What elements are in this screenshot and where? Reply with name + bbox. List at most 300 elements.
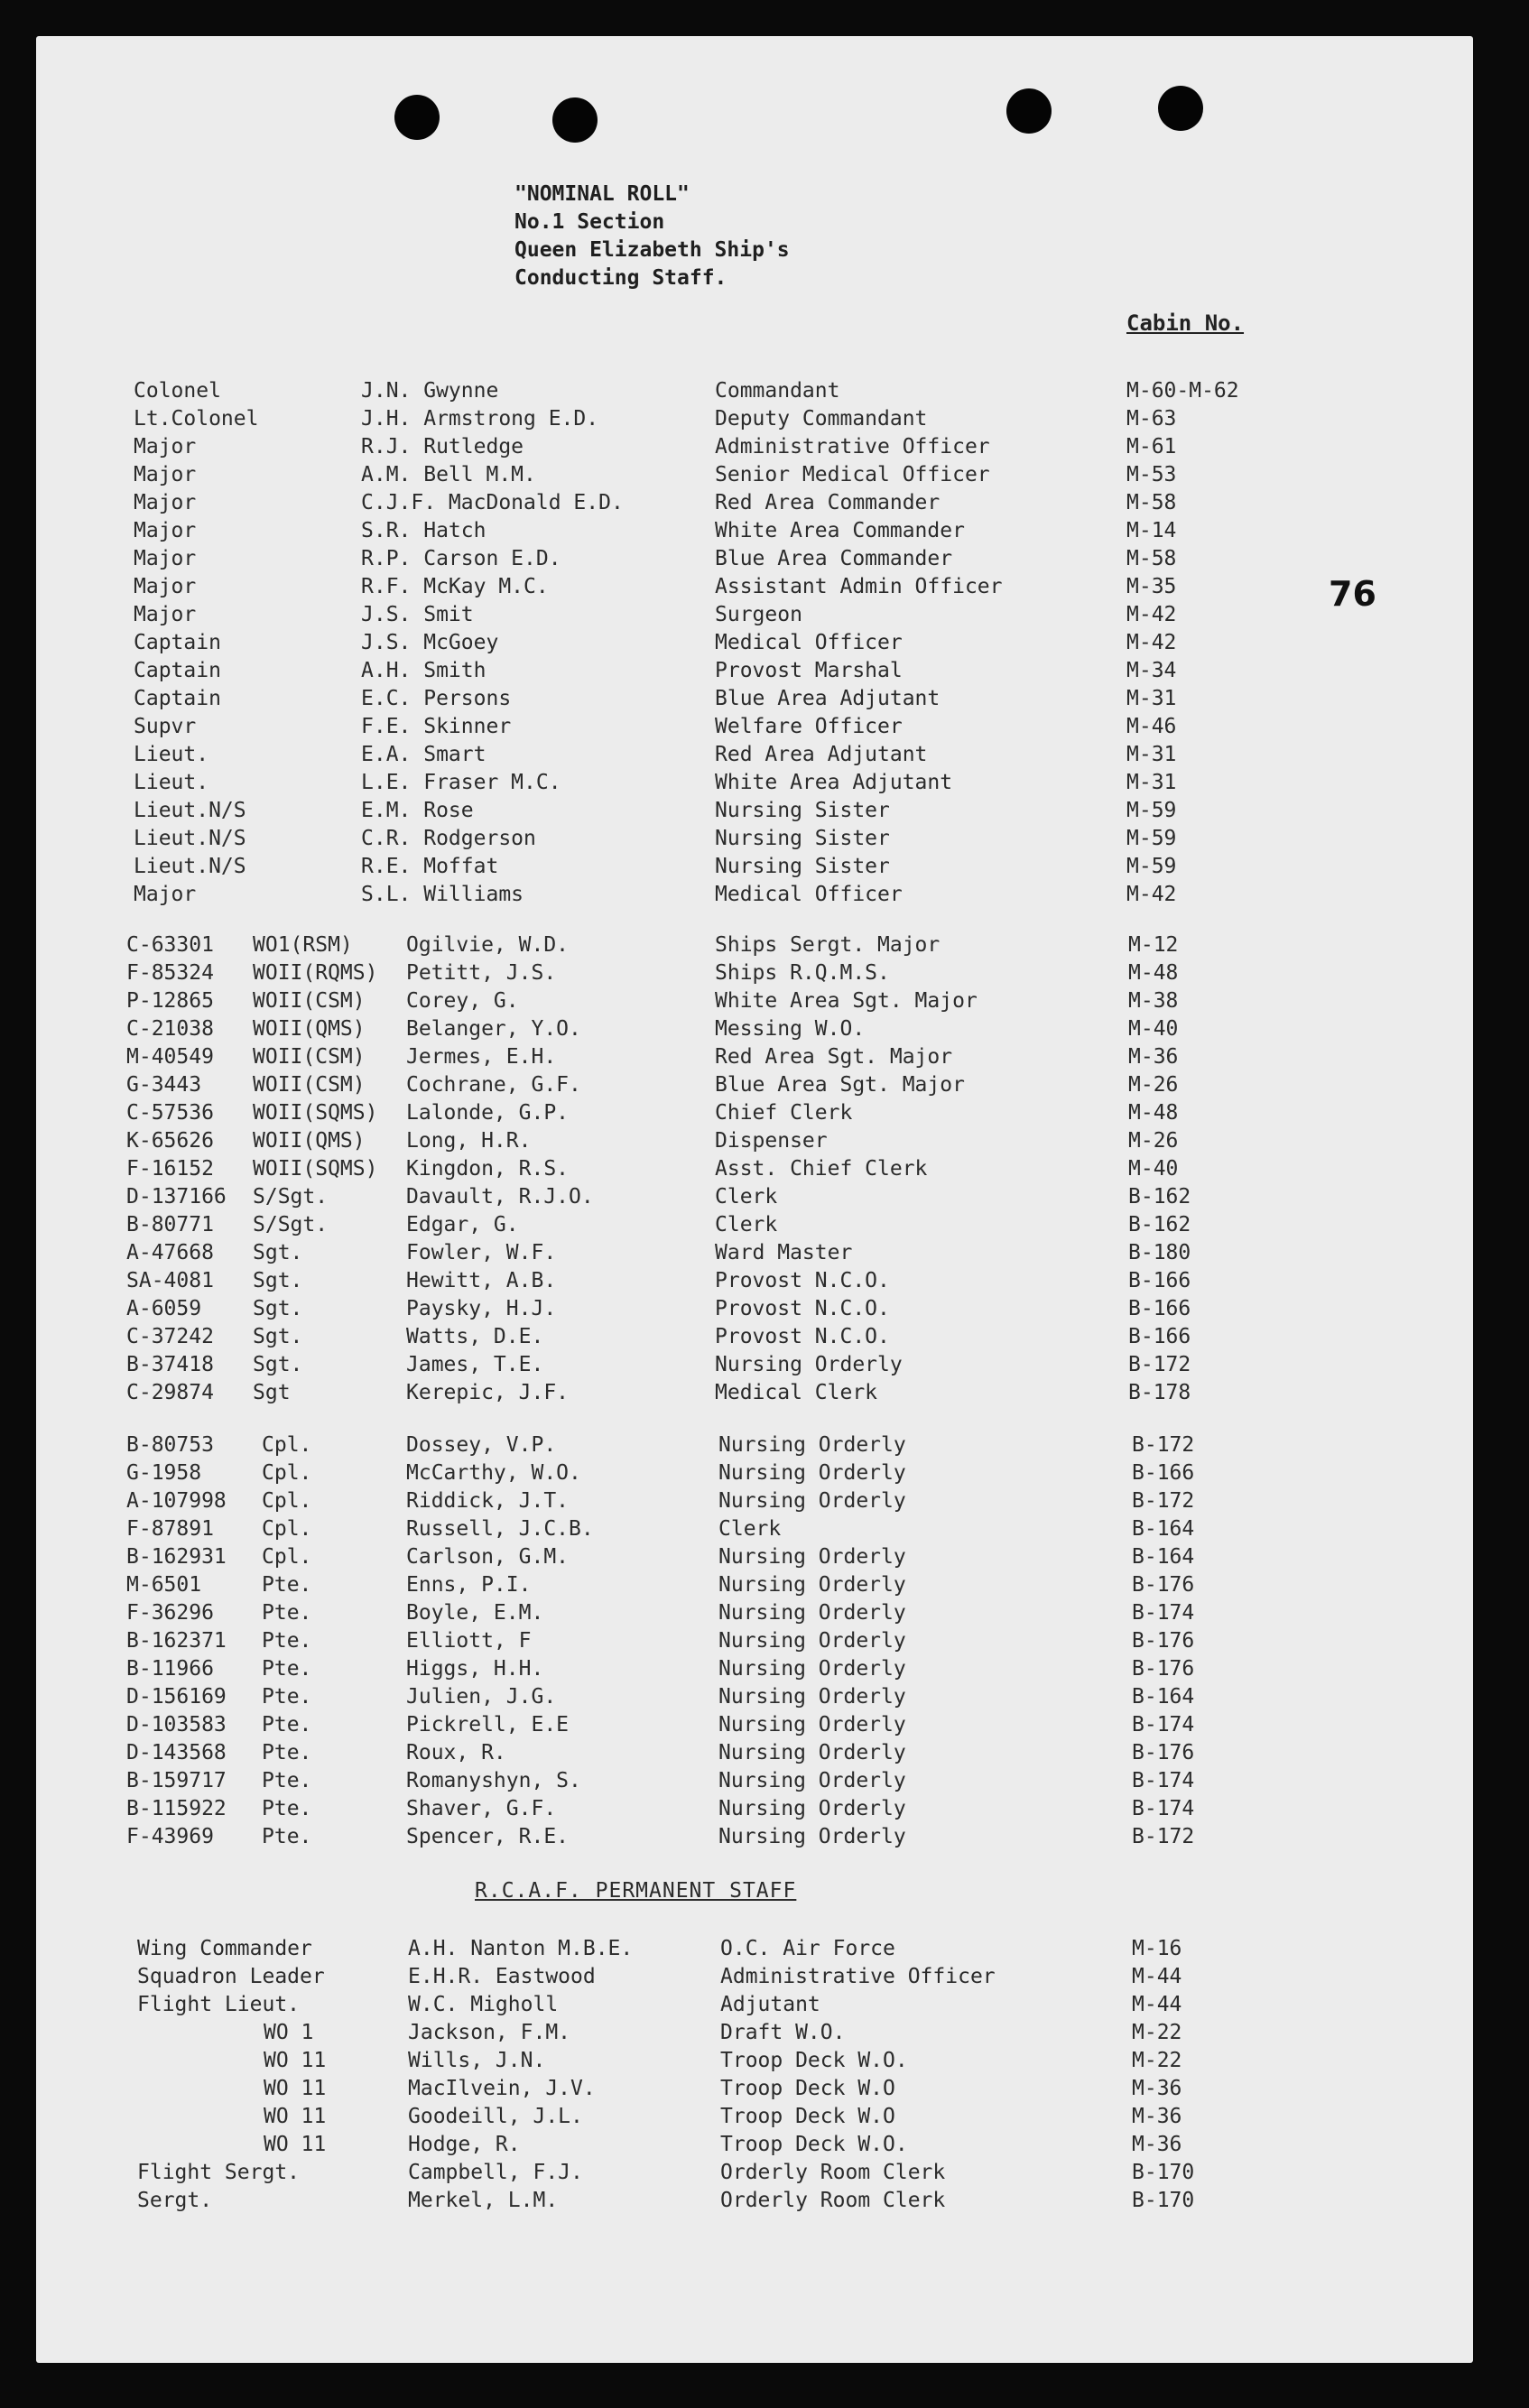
- appointment-cell: Orderly Room Clerk: [720, 2161, 946, 2184]
- name-cell: J.H. Armstrong E.D.: [361, 407, 599, 431]
- rank-cell: Pte.: [262, 1741, 312, 1764]
- roll-row: [36, 1937, 1473, 1965]
- rank-cell: Cpl.: [262, 1433, 312, 1457]
- name-cell: Russell, J.C.B.: [406, 1517, 594, 1541]
- cabin-cell: M-58: [1126, 491, 1177, 514]
- cabin-cell: M-63: [1126, 407, 1177, 431]
- appointment-cell: Clerk: [715, 1213, 778, 1236]
- appointment-cell: Dispenser: [715, 1129, 828, 1153]
- title-line: Conducting Staff.: [514, 266, 727, 290]
- cabin-cell: M-59: [1126, 855, 1177, 878]
- appointment-cell: Medical Officer: [715, 631, 903, 654]
- cabin-cell: B-172: [1132, 1433, 1195, 1457]
- cabin-cell: M-46: [1126, 715, 1177, 738]
- appointment-cell: Ships R.Q.M.S.: [715, 961, 890, 985]
- cabin-cell: B-164: [1132, 1545, 1195, 1569]
- name-cell: Paysky, H.J.: [406, 1297, 557, 1320]
- name-cell: A.H. Nanton M.B.E.: [408, 1937, 634, 1960]
- rank-cell: Cpl.: [262, 1489, 312, 1513]
- rank-cell: Wing Commander: [137, 1937, 312, 1960]
- appointment-cell: Nursing Orderly: [718, 1573, 906, 1597]
- appointment-cell: Draft W.O.: [720, 2021, 846, 2044]
- rank-cell: Flight Sergt.: [137, 2161, 301, 2184]
- name-cell: R.F. McKay M.C.: [361, 575, 549, 598]
- cabin-cell: M-26: [1128, 1129, 1179, 1153]
- appointment-cell: Provost N.C.O.: [715, 1269, 890, 1292]
- page-number-stamp: 76: [1329, 574, 1376, 614]
- roll-row: [36, 883, 1473, 911]
- title-line: "NOMINAL ROLL": [514, 182, 690, 206]
- appointment-cell: Nursing Orderly: [718, 1461, 906, 1485]
- cabin-cell: M-31: [1126, 771, 1177, 794]
- cabin-cell: B-166: [1128, 1269, 1191, 1292]
- appointment-cell: Adjutant: [720, 1993, 820, 2016]
- roll-row: [36, 1353, 1473, 1381]
- roll-row: [36, 855, 1473, 883]
- roll-row: [36, 715, 1473, 743]
- appointment-cell: Messing W.O.: [715, 1017, 866, 1041]
- appointment-cell: Nursing Orderly: [718, 1713, 906, 1737]
- roll-row: [36, 463, 1473, 491]
- name-cell: A.H. Smith: [361, 659, 486, 682]
- appointment-cell: Nursing Orderly: [718, 1685, 906, 1709]
- cabin-column-header: Cabin No.: [1126, 310, 1245, 336]
- regimental-number-cell: C-29874: [126, 1381, 214, 1404]
- name-cell: R.J. Rutledge: [361, 435, 524, 458]
- regimental-number-cell: M-6501: [126, 1573, 202, 1597]
- roll-row: [36, 827, 1473, 855]
- roll-row: [36, 1185, 1473, 1213]
- name-cell: R.E. Moffat: [361, 855, 499, 878]
- cabin-cell: M-38: [1128, 989, 1179, 1013]
- roll-row: [36, 1741, 1473, 1769]
- roll-row: [36, 961, 1473, 989]
- name-cell: Shaver, G.F.: [406, 1797, 557, 1820]
- name-cell: A.M. Bell M.M.: [361, 463, 536, 486]
- name-cell: Wills, J.N.: [408, 2049, 546, 2072]
- appointment-cell: Nursing Orderly: [718, 1433, 906, 1457]
- rank-cell: Sgt.: [253, 1297, 303, 1320]
- rank-cell: Sgt.: [253, 1269, 303, 1292]
- roll-row: [36, 1573, 1473, 1601]
- name-cell: C.J.F. MacDonald E.D.: [361, 491, 624, 514]
- appointment-cell: Asst. Chief Clerk: [715, 1157, 928, 1181]
- name-cell: Julien, J.G.: [406, 1685, 557, 1709]
- regimental-number-cell: B-115922: [126, 1797, 227, 1820]
- name-cell: Petitt, J.S.: [406, 961, 557, 985]
- name-cell: MacIlvein, J.V.: [408, 2077, 596, 2100]
- rank-cell: Sgt.: [253, 1325, 303, 1348]
- roll-row: [36, 1489, 1473, 1517]
- appointment-cell: Troop Deck W.O.: [720, 2133, 908, 2156]
- regimental-number-cell: B-162371: [126, 1629, 227, 1653]
- appointment-cell: Nursing Orderly: [718, 1545, 906, 1569]
- cabin-cell: M-26: [1128, 1073, 1179, 1097]
- appointment-cell: Nursing Orderly: [718, 1825, 906, 1848]
- name-cell: Spencer, R.E.: [406, 1825, 570, 1848]
- roll-row: [36, 743, 1473, 771]
- name-cell: E.M. Rose: [361, 799, 474, 822]
- appointment-cell: Medical Officer: [715, 883, 903, 906]
- roll-row: [36, 1629, 1473, 1657]
- cabin-cell: M-31: [1126, 743, 1177, 766]
- rank-cell: Lieut.: [134, 743, 209, 766]
- name-cell: C.R. Rodgerson: [361, 827, 536, 850]
- regimental-number-cell: A-107998: [126, 1489, 227, 1513]
- rank-cell: WOII(CSM): [253, 989, 366, 1013]
- name-cell: Jermes, E.H.: [406, 1045, 557, 1069]
- regimental-number-cell: A-6059: [126, 1297, 202, 1320]
- rank-cell: Lieut.N/S: [134, 799, 246, 822]
- roll-row: [36, 2133, 1473, 2161]
- appointment-cell: White Area Sgt. Major: [715, 989, 978, 1013]
- roll-row: [36, 1073, 1473, 1101]
- regimental-number-cell: B-80771: [126, 1213, 214, 1236]
- appointment-cell: Orderly Room Clerk: [720, 2189, 946, 2212]
- appointment-cell: Administrative Officer: [715, 435, 990, 458]
- regimental-number-cell: B-11966: [126, 1657, 214, 1681]
- cabin-cell: B-172: [1132, 1825, 1195, 1848]
- cabin-cell: B-172: [1132, 1489, 1195, 1513]
- cabin-cell: M-34: [1126, 659, 1177, 682]
- regimental-number-cell: SA-4081: [126, 1269, 214, 1292]
- name-cell: J.N. Gwynne: [361, 379, 499, 403]
- appointment-cell: Clerk: [715, 1185, 778, 1209]
- roll-row: [36, 1965, 1473, 1993]
- cabin-cell: M-16: [1132, 1937, 1182, 1960]
- cabin-cell: M-14: [1126, 519, 1177, 542]
- rank-cell: Sgt.: [253, 1353, 303, 1376]
- name-cell: J.S. McGoey: [361, 631, 499, 654]
- appointment-cell: White Area Adjutant: [715, 771, 953, 794]
- rank-cell: WOII(RQMS): [253, 961, 378, 985]
- roll-row: [36, 575, 1473, 603]
- roll-row: [36, 1433, 1473, 1461]
- regimental-number-cell: B-159717: [126, 1769, 227, 1792]
- roll-row: [36, 1297, 1473, 1325]
- name-cell: Corey, G.: [406, 989, 519, 1013]
- appointment-cell: Nursing Orderly: [718, 1797, 906, 1820]
- appointment-cell: Red Area Sgt. Major: [715, 1045, 953, 1069]
- cabin-cell: B-176: [1132, 1741, 1195, 1764]
- cabin-cell: M-36: [1132, 2133, 1182, 2156]
- regimental-number-cell: C-37242: [126, 1325, 214, 1348]
- appointment-cell: Surgeon: [715, 603, 802, 626]
- appointment-cell: White Area Commander: [715, 519, 965, 542]
- rank-cell: Lt.Colonel: [134, 407, 259, 431]
- document-title: [514, 181, 790, 292]
- name-cell: Campbell, F.J.: [408, 2161, 583, 2184]
- roll-row: [36, 1381, 1473, 1409]
- roll-row: [36, 2049, 1473, 2077]
- appointment-cell: Troop Deck W.O: [720, 2077, 895, 2100]
- roll-row: [36, 379, 1473, 407]
- name-cell: Pickrell, E.E: [406, 1713, 570, 1737]
- appointment-cell: Ships Sergt. Major: [715, 933, 941, 957]
- roll-row: [36, 1241, 1473, 1269]
- rank-cell: Pte.: [262, 1713, 312, 1737]
- cabin-cell: M-48: [1128, 1101, 1179, 1125]
- name-cell: J.S. Smit: [361, 603, 474, 626]
- appointment-cell: Nursing Orderly: [715, 1353, 903, 1376]
- cabin-cell: M-40: [1128, 1157, 1179, 1181]
- rank-cell: Cpl.: [262, 1461, 312, 1485]
- roll-row: [36, 659, 1473, 687]
- name-cell: Romanyshyn, S.: [406, 1769, 581, 1792]
- cabin-cell: M-12: [1128, 933, 1179, 957]
- appointment-cell: Provost N.C.O.: [715, 1325, 890, 1348]
- regimental-number-cell: B-162931: [126, 1545, 227, 1569]
- cabin-cell: B-178: [1128, 1381, 1191, 1404]
- name-cell: Watts, D.E.: [406, 1325, 544, 1348]
- name-cell: Cochrane, G.F.: [406, 1073, 581, 1097]
- regimental-number-cell: G-1958: [126, 1461, 202, 1485]
- appointment-cell: Blue Area Commander: [715, 547, 953, 570]
- roll-row: [36, 491, 1473, 519]
- rank-cell: S/Sgt.: [253, 1185, 329, 1209]
- rank-cell: Major: [134, 603, 197, 626]
- rank-cell: Sgt: [253, 1381, 291, 1404]
- name-cell: R.P. Carson E.D.: [361, 547, 561, 570]
- name-cell: L.E. Fraser M.C.: [361, 771, 561, 794]
- cabin-cell: B-162: [1128, 1185, 1191, 1209]
- appointment-cell: Troop Deck W.O: [720, 2105, 895, 2128]
- appointment-cell: Welfare Officer: [715, 715, 903, 738]
- rank-cell: Sgt.: [253, 1241, 303, 1264]
- appointment-cell: Nursing Sister: [715, 799, 890, 822]
- title-line: No.1 Section: [514, 210, 665, 234]
- name-cell: Merkel, L.M.: [408, 2189, 559, 2212]
- regimental-number-cell: C-63301: [126, 933, 214, 957]
- rank-cell: Pte.: [262, 1601, 312, 1625]
- punch-hole: [394, 95, 440, 140]
- regimental-number-cell: F-43969: [126, 1825, 214, 1848]
- roll-row: [36, 1325, 1473, 1353]
- name-cell: Carlson, G.M.: [406, 1545, 570, 1569]
- cabin-cell: M-42: [1126, 883, 1177, 906]
- appointment-cell: Assistant Admin Officer: [715, 575, 1003, 598]
- appointment-cell: Medical Clerk: [715, 1381, 878, 1404]
- rank-cell: Cpl.: [262, 1545, 312, 1569]
- regimental-number-cell: D-156169: [126, 1685, 227, 1709]
- appointment-cell: Provost N.C.O.: [715, 1297, 890, 1320]
- cabin-cell: B-174: [1132, 1601, 1195, 1625]
- appointment-cell: Blue Area Sgt. Major: [715, 1073, 965, 1097]
- rank-cell: WOII(CSM): [253, 1073, 366, 1097]
- rank-cell: Major: [134, 491, 197, 514]
- cabin-cell: B-176: [1132, 1657, 1195, 1681]
- rank-cell: Pte.: [262, 1629, 312, 1653]
- rcaf-heading: R.C.A.F. PERMANENT STAFF: [475, 1879, 797, 1903]
- rank-cell: Lieut.: [134, 771, 209, 794]
- cabin-cell: B-174: [1132, 1797, 1195, 1820]
- cabin-cell: M-42: [1126, 631, 1177, 654]
- roll-row: [36, 1101, 1473, 1129]
- roll-row: [36, 2189, 1473, 2217]
- name-cell: Elliott, F: [406, 1629, 532, 1653]
- rank-cell: Captain: [134, 659, 221, 682]
- name-cell: Hodge, R.: [408, 2133, 521, 2156]
- regimental-number-cell: F-87891: [126, 1517, 214, 1541]
- appointment-cell: Chief Clerk: [715, 1101, 853, 1125]
- roll-row: [36, 1157, 1473, 1185]
- punch-hole: [552, 97, 598, 143]
- cabin-cell: M-59: [1126, 799, 1177, 822]
- roll-row: [36, 1213, 1473, 1241]
- cabin-cell: M-36: [1132, 2105, 1182, 2128]
- rank-cell: Major: [134, 463, 197, 486]
- name-cell: Roux, R.: [406, 1741, 506, 1764]
- roll-row: [36, 1713, 1473, 1741]
- cabin-cell: B-164: [1132, 1517, 1195, 1541]
- roll-row: [36, 631, 1473, 659]
- name-cell: E.H.R. Eastwood: [408, 1965, 596, 1988]
- name-cell: Edgar, G.: [406, 1213, 519, 1236]
- cabin-cell: B-172: [1128, 1353, 1191, 1376]
- roll-row: [36, 2021, 1473, 2049]
- cabin-cell: M-22: [1132, 2021, 1182, 2044]
- appointment-cell: Nursing Orderly: [718, 1657, 906, 1681]
- cabin-cell: M-44: [1132, 1965, 1182, 1988]
- appointment-cell: Nursing Orderly: [718, 1629, 906, 1653]
- appointment-cell: Blue Area Adjutant: [715, 687, 941, 710]
- appointment-cell: Provost Marshal: [715, 659, 903, 682]
- punch-hole: [1158, 86, 1203, 131]
- cabin-cell: M-53: [1126, 463, 1177, 486]
- roll-row: [36, 407, 1473, 435]
- name-cell: S.R. Hatch: [361, 519, 486, 542]
- cabin-cell: B-176: [1132, 1629, 1195, 1653]
- roll-row: [36, 1601, 1473, 1629]
- cabin-cell: B-164: [1132, 1685, 1195, 1709]
- regimental-number-cell: F-36296: [126, 1601, 214, 1625]
- regimental-number-cell: D-137166: [126, 1185, 227, 1209]
- appointment-cell: Clerk: [718, 1517, 782, 1541]
- rank-cell: Major: [134, 519, 197, 542]
- rank-cell: WO 11: [264, 2105, 327, 2128]
- title-line: Queen Elizabeth Ship's: [514, 238, 790, 262]
- cabin-cell: M-36: [1128, 1045, 1179, 1069]
- roll-row: [36, 687, 1473, 715]
- regimental-number-cell: F-16152: [126, 1157, 214, 1181]
- rank-cell: WOII(SQMS): [253, 1101, 378, 1125]
- cabin-cell: B-166: [1132, 1461, 1195, 1485]
- cabin-cell: B-166: [1128, 1297, 1191, 1320]
- regimental-number-cell: A-47668: [126, 1241, 214, 1264]
- rank-cell: Colonel: [134, 379, 221, 403]
- appointment-cell: Deputy Commandant: [715, 407, 928, 431]
- rank-cell: Lieut.N/S: [134, 855, 246, 878]
- rank-cell: S/Sgt.: [253, 1213, 329, 1236]
- appointment-cell: Administrative Officer: [720, 1965, 996, 1988]
- roll-row: [36, 799, 1473, 827]
- regimental-number-cell: P-12865: [126, 989, 214, 1013]
- name-cell: Hewitt, A.B.: [406, 1269, 557, 1292]
- rank-cell: Supvr: [134, 715, 197, 738]
- regimental-number-cell: B-80753: [126, 1433, 214, 1457]
- name-cell: Goodeill, J.L.: [408, 2105, 583, 2128]
- name-cell: Higgs, H.H.: [406, 1657, 544, 1681]
- cabin-cell: M-22: [1132, 2049, 1182, 2072]
- cabin-cell: M-36: [1132, 2077, 1182, 2100]
- cabin-cell: B-174: [1132, 1769, 1195, 1792]
- cabin-cell: M-35: [1126, 575, 1177, 598]
- name-cell: Jackson, F.M.: [408, 2021, 571, 2044]
- roll-row: [36, 1017, 1473, 1045]
- regimental-number-cell: B-37418: [126, 1353, 214, 1376]
- rank-cell: WO1(RSM): [253, 933, 353, 957]
- appointment-cell: Commandant: [715, 379, 840, 403]
- cabin-cell: B-170: [1132, 2161, 1195, 2184]
- rank-cell: Flight Lieut.: [137, 1993, 301, 2016]
- appointment-cell: Nursing Sister: [715, 855, 890, 878]
- rank-cell: WO 11: [264, 2133, 327, 2156]
- roll-row: [36, 1657, 1473, 1685]
- rank-cell: WOII(QMS): [253, 1017, 366, 1041]
- rank-cell: Major: [134, 575, 197, 598]
- roll-row: [36, 1685, 1473, 1713]
- roll-row: [36, 1045, 1473, 1073]
- cabin-cell: B-176: [1132, 1573, 1195, 1597]
- rank-cell: WOII(CSM): [253, 1045, 366, 1069]
- name-cell: Belanger, Y.O.: [406, 1017, 581, 1041]
- rank-cell: WOII(SQMS): [253, 1157, 378, 1181]
- appointment-cell: Nursing Orderly: [718, 1601, 906, 1625]
- regimental-number-cell: K-65626: [126, 1129, 214, 1153]
- rank-cell: Pte.: [262, 1573, 312, 1597]
- appointment-cell: Nursing Orderly: [718, 1741, 906, 1764]
- rank-cell: Cpl.: [262, 1517, 312, 1541]
- roll-row: [36, 435, 1473, 463]
- name-cell: Davault, R.J.O.: [406, 1185, 594, 1209]
- cabin-cell: M-31: [1126, 687, 1177, 710]
- name-cell: Lalonde, G.P.: [406, 1101, 570, 1125]
- name-cell: Fowler, W.F.: [406, 1241, 557, 1264]
- name-cell: Long, H.R.: [406, 1129, 532, 1153]
- cabin-cell: M-42: [1126, 603, 1177, 626]
- roll-row: [36, 1545, 1473, 1573]
- cabin-cell: M-61: [1126, 435, 1177, 458]
- name-cell: W.C. Migholl: [408, 1993, 559, 2016]
- appointment-cell: Nursing Sister: [715, 827, 890, 850]
- rank-cell: Captain: [134, 687, 221, 710]
- cabin-cell: M-48: [1128, 961, 1179, 985]
- roll-row: [36, 989, 1473, 1017]
- rank-cell: Major: [134, 547, 197, 570]
- rank-cell: WO 11: [264, 2049, 327, 2072]
- roll-row: [36, 547, 1473, 575]
- regimental-number-cell: D-143568: [126, 1741, 227, 1764]
- roll-row: [36, 603, 1473, 631]
- rank-cell: Sergt.: [137, 2189, 213, 2212]
- cabin-cell: B-162: [1128, 1213, 1191, 1236]
- regimental-number-cell: M-40549: [126, 1045, 214, 1069]
- roll-row: [36, 2105, 1473, 2133]
- appointment-cell: Nursing Orderly: [718, 1769, 906, 1792]
- appointment-cell: O.C. Air Force: [720, 1937, 895, 1960]
- regimental-number-cell: D-103583: [126, 1713, 227, 1737]
- rank-cell: Major: [134, 883, 197, 906]
- appointment-cell: Senior Medical Officer: [715, 463, 990, 486]
- rank-cell: WOII(QMS): [253, 1129, 366, 1153]
- roll-row: [36, 1825, 1473, 1853]
- appointment-cell: Red Area Adjutant: [715, 743, 928, 766]
- name-cell: Kingdon, R.S.: [406, 1157, 570, 1181]
- roll-row: [36, 1461, 1473, 1489]
- cabin-cell: M-58: [1126, 547, 1177, 570]
- name-cell: S.L. Williams: [361, 883, 524, 906]
- rank-cell: Squadron Leader: [137, 1965, 325, 1988]
